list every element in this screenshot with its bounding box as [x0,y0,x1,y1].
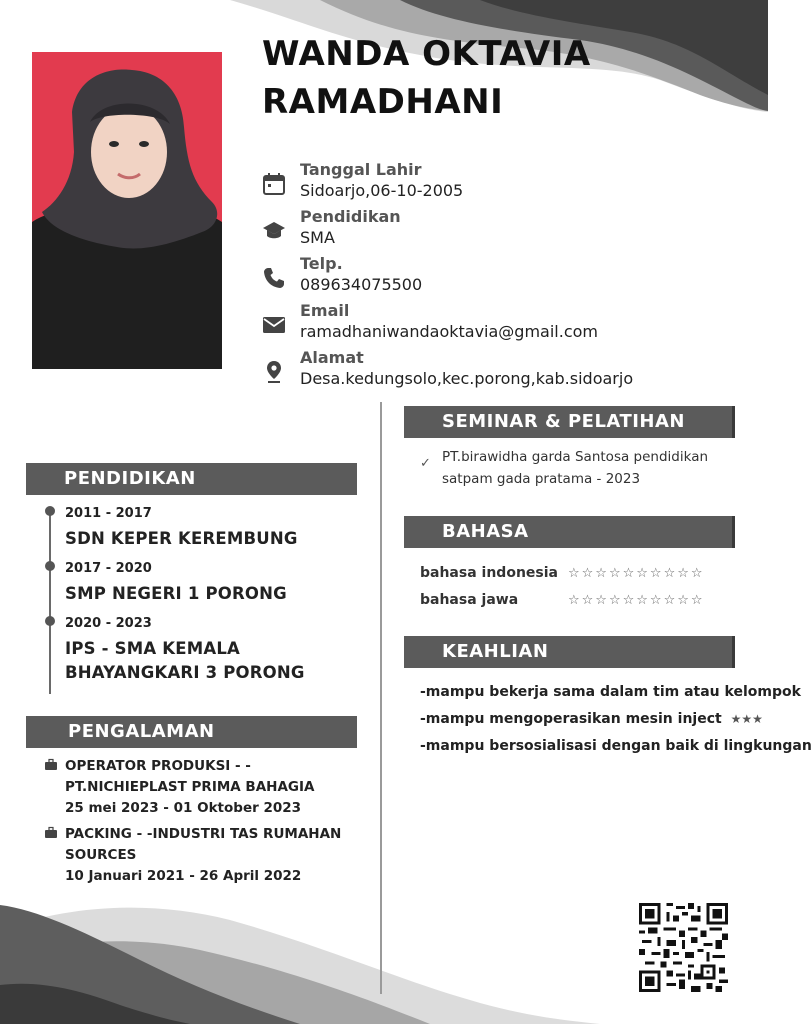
language-name: bahasa jawa [420,592,519,608]
education-years: 2017 - 2020 [65,561,152,576]
birth-label: Tanggal Lahir [300,160,422,179]
email-label: Email [300,301,350,320]
contact-info [262,160,682,395]
skill-rating-stars: ★★★ [730,712,763,726]
envelope-icon [262,313,286,337]
contact-phone [262,254,682,301]
address-label: Alamat [300,348,364,367]
experience-date: 25 mei 2023 - 01 Oktober 2023 [65,800,302,816]
timeline-dot [45,506,55,516]
phone-icon [262,266,286,290]
name-line-1: WANDA OKTAVIA [262,34,591,74]
section-header-seminar [404,406,735,438]
experience-title: OPERATOR PRODUKSI - - [65,758,251,774]
contact-address [262,348,682,395]
contact-birth [262,160,682,207]
phone-value: 089634075500 [300,275,423,294]
skill-item: -mampu bekerja sama dalam tim atau kelompok [420,684,801,700]
section-header-pendidikan [26,463,357,495]
pendidikan-title: PENDIDIKAN [64,468,196,489]
skills-list [0,670,812,770]
profile-photo [32,52,222,369]
seminar-line-2: satpam gada pratama - 2023 [442,471,641,487]
timeline-dot [45,561,55,571]
seminar-item [420,446,740,490]
skill-item: -mampu bersosialisasi dengan baik di lingkungan [420,738,812,754]
language-rating-stars: ☆☆☆☆☆☆☆☆☆☆ [568,566,705,581]
graduation-cap-icon [262,219,286,243]
email-value: ramadhaniwandaoktavia@gmail.com [300,322,598,341]
education-school-line-2: BHAYANGKARI 3 PORONG [65,663,305,682]
language-rating-stars: ☆☆☆☆☆☆☆☆☆☆ [568,593,705,608]
name-line-2: RAMADHANI [262,82,504,122]
phone-label: Telp. [300,254,343,273]
skill-item-text: -mampu mengoperasikan mesin inject [420,711,722,727]
language-name: bahasa indonesia [420,565,558,581]
experience-company: PT.NICHIEPLAST PRIMA BAHAGIA [65,779,315,795]
experience-date: 10 Januari 2021 - 26 April 2022 [65,868,302,884]
qr-code [639,903,728,992]
briefcase-icon [45,827,57,838]
pengalaman-title: PENGALAMAN [68,721,215,742]
education-timeline [49,512,51,694]
section-header-bahasa [404,516,735,548]
experience-company: SOURCES [65,847,137,863]
education-school: IPS - SMA KEMALA [65,639,240,658]
education-value: SMA [300,228,335,247]
education-years: 2011 - 2017 [65,506,152,521]
candidate-name [262,30,591,126]
contact-education [262,207,682,254]
education-label: Pendidikan [300,207,401,226]
seminar-title: SEMINAR & PELATIHAN [442,411,685,432]
contact-email [262,301,682,348]
seminar-line-1: PT.birawidha garda Santosa pendidikan [442,449,709,465]
experience-item [45,824,365,887]
skill-item [420,711,763,727]
check-icon: ✓ [420,456,431,471]
address-value: Desa.kedungsolo,kec.porong,kab.sidoarjo [300,369,634,388]
education-school: SDN KEPER KEREMBUNG [65,529,298,548]
location-pin-icon [262,360,286,384]
keahlian-title: KEAHLIAN [442,641,549,662]
calendar-icon [262,172,286,196]
section-header-keahlian [404,636,735,668]
education-school: SMP NEGERI 1 PORONG [65,584,287,603]
experience-title: PACKING - -INDUSTRI TAS RUMAHAN [65,826,342,842]
profile-photo-illustration [32,52,222,369]
birth-value: Sidoarjo,06-10-2005 [300,181,464,200]
bahasa-title: BAHASA [442,521,529,542]
education-years: 2020 - 2023 [65,616,152,631]
timeline-dot [45,616,55,626]
